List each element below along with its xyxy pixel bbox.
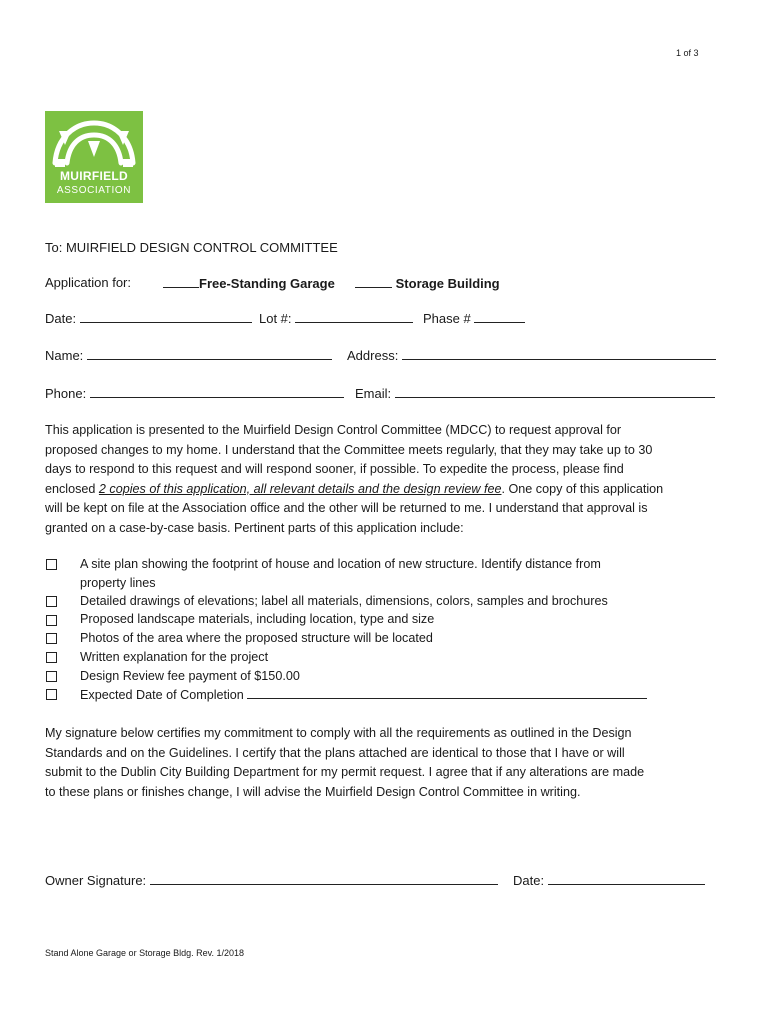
- address-field[interactable]: [347, 347, 716, 363]
- storage-label: Storage Building: [395, 276, 500, 291]
- signature-date-field[interactable]: [513, 872, 705, 888]
- option-storage[interactable]: [355, 275, 500, 291]
- to-line: To: MUIRFIELD DESIGN CONTROL COMMITTEE: [45, 240, 338, 255]
- owner-signature-blank[interactable]: [150, 872, 498, 885]
- phase-blank[interactable]: [474, 310, 525, 323]
- item-text: A site plan showing the footprint of house and location of new structure. Identify distance from: [80, 557, 601, 571]
- intro-text: enclosed: [45, 481, 99, 496]
- option-garage[interactable]: [163, 275, 335, 291]
- storage-blank[interactable]: [355, 275, 392, 288]
- intro-line: will be kept on file at the Association office and the other will be returned to me. I understand that approval is: [45, 501, 648, 515]
- checkbox-photos[interactable]: [46, 633, 57, 644]
- certification-line: My signature below certifies my commitment to comply with all the requirements as outlined in the Design: [45, 726, 632, 740]
- certification-line: to these plans or finishes change, I will advise the Muirfield Design Control Committee in writing.: [45, 784, 581, 799]
- lot-blank[interactable]: [295, 310, 413, 323]
- phone-blank[interactable]: [90, 385, 344, 398]
- completion-label: Expected Date of Completion: [80, 688, 244, 702]
- checkbox-explanation[interactable]: [46, 652, 57, 663]
- intro-paragraph: [45, 421, 663, 538]
- phase-label: Phase #: [423, 311, 471, 326]
- arch-logo-icon: [45, 111, 143, 171]
- email-field[interactable]: [355, 385, 715, 401]
- checkbox-elevations[interactable]: [46, 596, 57, 607]
- completion-date-blank[interactable]: [247, 686, 647, 699]
- name-label: Name:: [45, 348, 84, 363]
- garage-label: Free-Standing Garage: [199, 276, 335, 291]
- intro-line: granted on a case-by-case basis. Pertinent parts of this application include:: [45, 520, 464, 535]
- signature-date-label: Date:: [513, 873, 545, 888]
- intro-line: [45, 480, 663, 500]
- application-label: Application for:: [45, 275, 131, 290]
- intro-line: days to respond to this request and will respond sooner, if possible. To expedite the process, please find: [45, 462, 624, 476]
- phase-field[interactable]: [423, 310, 525, 326]
- checklist-item-landscape: Proposed landscape materials, including location, type and size: [80, 612, 435, 626]
- checklist-item-site-plan: [80, 555, 601, 592]
- address-label: Address:: [347, 348, 399, 363]
- checklist-item-photos: Photos of the area where the proposed structure will be located: [80, 631, 433, 645]
- muirfield-logo: [45, 111, 143, 203]
- checkbox-completion[interactable]: [46, 689, 57, 700]
- checklist-item-elevations: Detailed drawings of elevations; label all materials, dimensions, colors, samples and brochures: [80, 594, 608, 608]
- email-label: Email:: [355, 386, 392, 401]
- certification-paragraph: [45, 724, 644, 802]
- date-field[interactable]: [45, 310, 252, 326]
- certification-line: submit to the Dublin City Building Department for my permit request. I agree that if any alterations are made: [45, 765, 645, 779]
- name-field[interactable]: [45, 347, 332, 363]
- item-text: property lines: [80, 575, 156, 590]
- certification-line: Standards and on the Guidelines. I certify that the plans attached are identical to those that I have or will: [45, 745, 625, 760]
- owner-signature-field[interactable]: [45, 872, 498, 888]
- intro-line: This application is presented to the Muirfield Design Control Committee (MDCC) to request approval for: [45, 423, 622, 437]
- signature-date-blank[interactable]: [548, 872, 705, 885]
- date-label: Date:: [45, 311, 77, 326]
- name-blank[interactable]: [87, 347, 332, 360]
- owner-signature-label: Owner Signature:: [45, 873, 147, 888]
- intro-text: . One copy of this application: [501, 481, 664, 496]
- checklist-item-fee: Design Review fee payment of $150.00: [80, 669, 300, 683]
- logo-line1: MUIRFIELD: [59, 169, 129, 183]
- lot-field[interactable]: [259, 310, 413, 326]
- checklist-item-completion: [80, 686, 647, 704]
- enclosure-emphasis: 2 copies of this application, all relevant details and the design review fee: [98, 481, 502, 496]
- footer-revision: Stand Alone Garage or Storage Bldg. Rev. 1/2018: [45, 948, 244, 958]
- phone-field[interactable]: [45, 385, 344, 401]
- intro-line: proposed changes to my home. I understand that the Committee meets regularly, that they may take up to 30: [45, 442, 653, 457]
- address-blank[interactable]: [402, 347, 716, 360]
- checkbox-site-plan[interactable]: [46, 559, 57, 570]
- email-blank[interactable]: [395, 385, 715, 398]
- garage-blank[interactable]: [163, 275, 199, 288]
- checkbox-fee[interactable]: [46, 671, 57, 682]
- date-blank[interactable]: [80, 310, 252, 323]
- checkbox-landscape[interactable]: [46, 615, 57, 626]
- lot-label: Lot #:: [259, 311, 292, 326]
- logo-line2: ASSOCIATION: [56, 185, 132, 196]
- checklist-item-explanation: Written explanation for the project: [80, 650, 269, 664]
- page-number: 1 of 3: [676, 48, 699, 58]
- phone-label: Phone:: [45, 386, 87, 401]
